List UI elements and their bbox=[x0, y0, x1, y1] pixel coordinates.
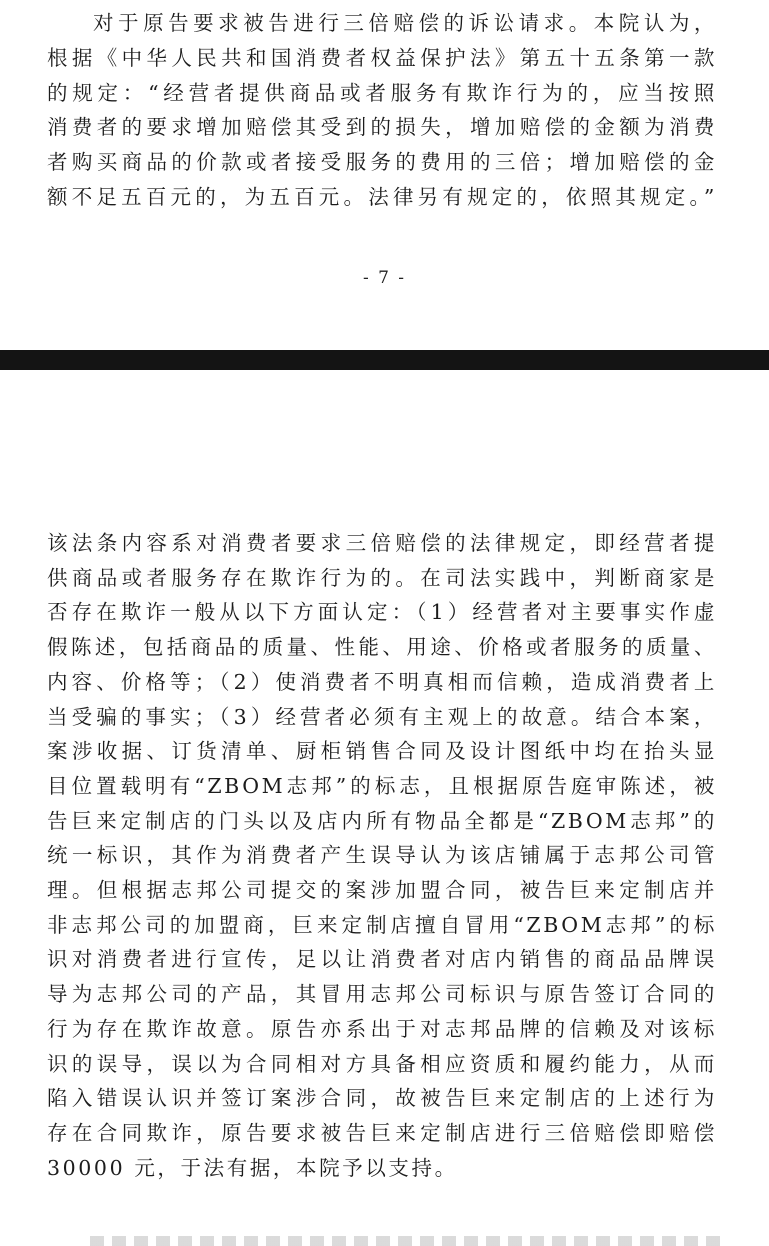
text-line: 告巨来定制店的门头以及店内所有物品全都是“ZBOM志邦”的 bbox=[47, 808, 717, 833]
text-line: 陷入错误认识并签订案涉合同，故被告巨来定制店的上述行为 bbox=[47, 1086, 717, 1111]
text-line: 行为存在欺诈故意。原告亦系出于对志邦品牌的信赖及对该标 bbox=[47, 1016, 717, 1041]
text-line: 者购买商品的价款或者接受服务的费用的三倍；增加赔偿的金 bbox=[47, 150, 717, 175]
text-line: 理。但根据志邦公司提交的案涉加盟合同，被告巨来定制店并 bbox=[47, 878, 717, 903]
text-line: 识对消费者进行宣传，足以让消费者对店内销售的商品品牌误 bbox=[47, 947, 717, 972]
page-number: - 7 - bbox=[362, 268, 407, 288]
page-separator bbox=[0, 350, 769, 370]
top-paragraph bbox=[47, 6, 717, 215]
bottom-paragraph bbox=[47, 526, 717, 1185]
text-line: 消费者的要求增加赔偿其受到的损失，增加赔偿的金额为消费 bbox=[47, 115, 717, 140]
text-line: 的规定：“经营者提供商品或者服务有欺诈行为的，应当按照 bbox=[47, 80, 717, 105]
text-line: 统一标识，其作为消费者产生误导认为该店铺属于志邦公司管 bbox=[47, 843, 717, 868]
text-line: 对于原告要求被告进行三倍赔偿的诉讼请求。本院认为， bbox=[93, 11, 717, 35]
text-line: 当受骗的事实；（3）经营者必须有主观上的故意。结合本案， bbox=[47, 704, 717, 729]
text-line: 案涉收据、订货清单、厨柜销售合同及设计图纸中均在抬头显 bbox=[47, 739, 717, 764]
text-line: 供商品或者服务存在欺诈行为的。在司法实践中，判断商家是 bbox=[47, 565, 717, 590]
text-line: 导为志邦公司的产品，其冒用志邦公司标识与原告签订合同的 bbox=[47, 982, 717, 1007]
text-line: 30000 元，于法有据，本院予以支持。 bbox=[47, 1155, 458, 1180]
text-line: 额不足五百元的，为五百元。法律另有规定的，依照其规定。” bbox=[47, 184, 717, 209]
text-line: 存在合同欺诈，原告要求被告巨来定制店进行三倍赔偿即赔偿 bbox=[47, 1120, 717, 1145]
text-line: 假陈述，包括商品的质量、性能、用途、价格或者服务的质量、 bbox=[47, 635, 717, 660]
text-line: 根据《中华人民共和国消费者权益保护法》第五十五条第一款 bbox=[47, 45, 717, 70]
text-line: 识的误导，误以为合同相对方具备相应资质和履约能力，从而 bbox=[47, 1051, 717, 1076]
text-line: 该法条内容系对消费者要求三倍赔偿的法律规定，即经营者提 bbox=[47, 531, 717, 555]
text-line: 否存在欺诈一般从以下方面认定：（1）经营者对主要事实作虚 bbox=[47, 600, 717, 625]
text-line: 非志邦公司的加盟商，巨来定制店擅自冒用“ZBOM志邦”的标 bbox=[47, 912, 717, 937]
cut-off-next-line bbox=[90, 1236, 720, 1246]
text-line: 内容、价格等；（2）使消费者不明真相而信赖，造成消费者上 bbox=[47, 669, 717, 694]
text-line: 目位置载明有“ZBOM志邦”的标志，且根据原告庭审陈述，被 bbox=[47, 773, 717, 798]
